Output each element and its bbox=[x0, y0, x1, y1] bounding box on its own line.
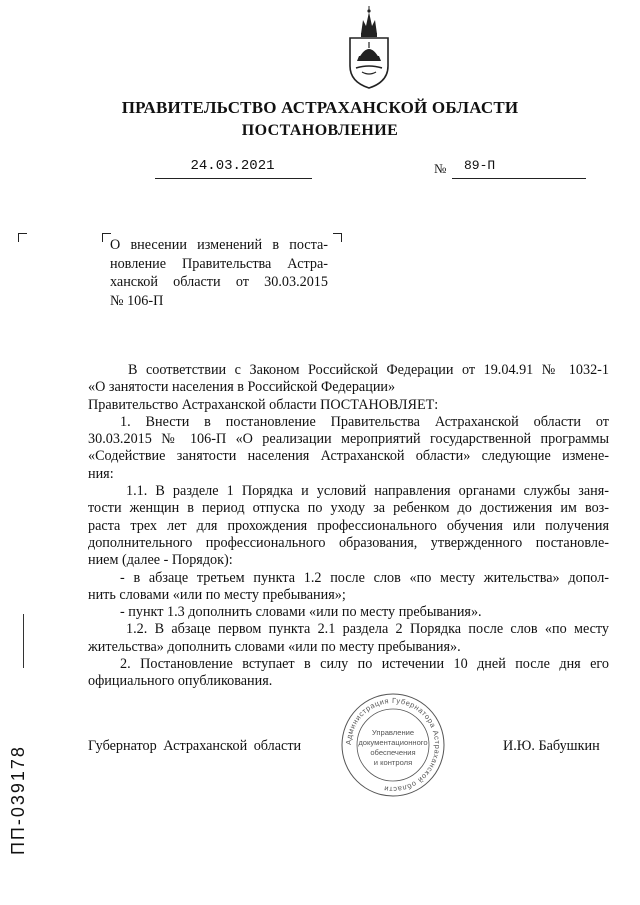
document-number: 89-П bbox=[464, 158, 496, 173]
stamp-ring-text: Администрация Губернатора Астраханской области bbox=[343, 695, 443, 795]
body-line: дополнительного профессионального образования, утвержденного постановле- bbox=[88, 534, 609, 551]
body-line: тости женщин в период отпуска по уходу за ребенком до достижения им воз- bbox=[88, 500, 609, 517]
body-line: жительства» дополнить словами «или по месту пребывания». bbox=[88, 638, 461, 655]
body-line: 30.03.2015 № 106-П «О реализации мероприятий государственной программы bbox=[88, 431, 609, 448]
document-serial-code: ПП-039178 bbox=[8, 745, 28, 855]
corner-mark-subject-right bbox=[333, 233, 342, 242]
body-line: В соответствии с Законом Российской Федерации от 19.04.91 № 1032-1 bbox=[128, 362, 609, 378]
document-type: ПОСТАНОВЛЕНИЕ bbox=[241, 122, 399, 139]
body-line: 1. Внести в постановление Правительства Астраханской области от bbox=[120, 413, 609, 430]
corner-mark-left bbox=[18, 233, 27, 242]
body-line: официального опубликования. bbox=[88, 673, 273, 690]
document-body bbox=[88, 362, 609, 691]
subject-line: № 106-П bbox=[110, 293, 164, 310]
body-line: нием (далее - Порядок): bbox=[88, 552, 233, 569]
body-line: 2. Постановление вступает в силу по истечении 10 дней после дня его bbox=[120, 656, 609, 673]
body-line: нить словами «или по месту пребывания»; bbox=[88, 586, 346, 603]
subject-line: О внесении изменений в поста- bbox=[110, 237, 328, 253]
stamp-center-line: документационного bbox=[358, 738, 428, 747]
subject-line: новление Правительства Астра- bbox=[110, 255, 328, 272]
body-line: 1.2. В абзаце первом пункта 2.1 раздела 2 Порядка после слов «по месту bbox=[126, 621, 609, 638]
body-line: ния: bbox=[88, 465, 114, 482]
office-stamp-icon bbox=[340, 692, 446, 798]
stamp-center-line: обеспечения bbox=[370, 748, 416, 757]
body-line: 1.1. В разделе 1 Порядка и условий направления органами службы заня- bbox=[126, 483, 609, 500]
coat-of-arms-icon bbox=[344, 6, 394, 90]
body-line: «Содействие занятости населения Астраханской области» следующие измене- bbox=[88, 448, 609, 465]
signatory-name: И.Ю. Бабушкин bbox=[503, 738, 600, 754]
date-underline bbox=[155, 178, 312, 179]
stamp-center-line: Управление bbox=[371, 728, 415, 737]
organization-title: ПРАВИТЕЛЬСТВО АСТРАХАНСКОЙ ОБЛАСТИ bbox=[121, 98, 519, 117]
stamp-center-line: и контроля bbox=[373, 758, 413, 767]
body-line: - пункт 1.3 дополнить словами «или по месту пребывания». bbox=[120, 604, 482, 621]
signatory-title: Губернатор Астраханской области bbox=[88, 738, 302, 754]
margin-fold-mark bbox=[23, 614, 24, 668]
body-line: раста трех лет для прохождения профессионального обучения или получения bbox=[88, 517, 609, 534]
subject-line: ханской области от 30.03.2015 bbox=[110, 274, 328, 291]
body-line: - в абзаце третьем пункта 1.2 после слов «по месту жительства» допол- bbox=[120, 569, 609, 586]
document-subject bbox=[110, 236, 328, 311]
number-sign: № bbox=[434, 161, 447, 176]
document-date: 24.03.2021 bbox=[190, 158, 275, 174]
number-underline bbox=[452, 178, 586, 179]
body-line: Правительство Астраханской области ПОСТАНОВЛЯЕТ: bbox=[88, 396, 439, 413]
body-line: «О занятости населения в Российской Федерации» bbox=[88, 379, 396, 396]
